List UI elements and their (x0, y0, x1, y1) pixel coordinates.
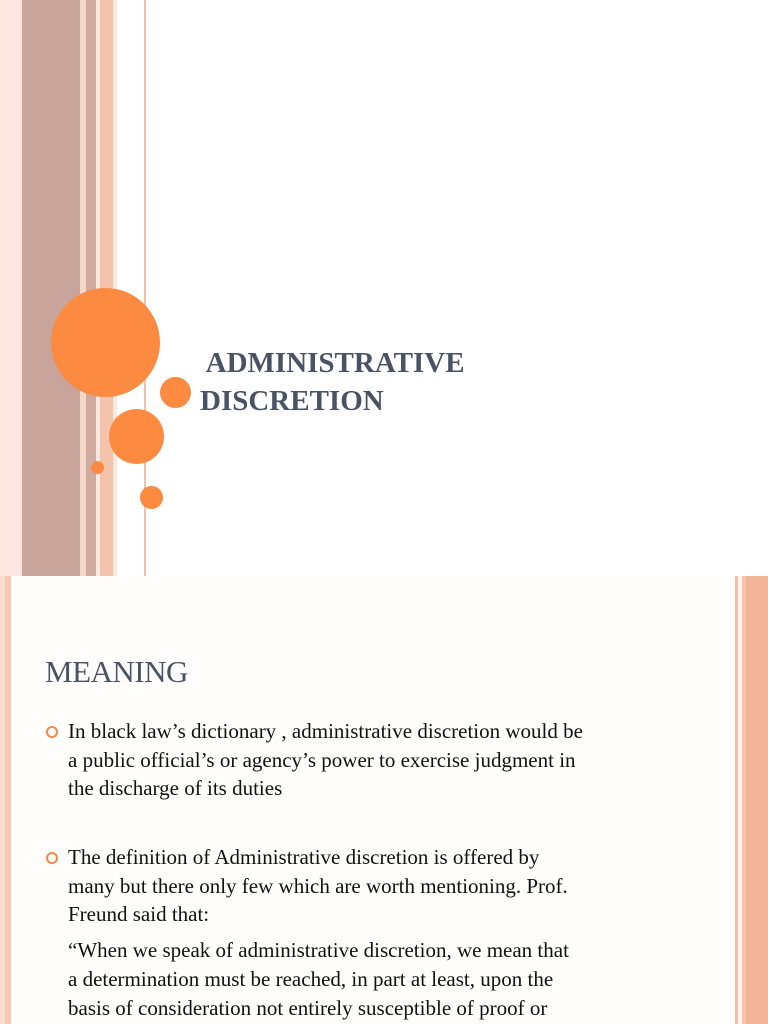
bullet-item (68, 717, 678, 803)
decorative-circle (160, 377, 191, 408)
bullet-text: The definition of Administrative discretion is offered by many but there only few which are worth mentioning. Prof. Freund said that: (68, 845, 568, 926)
decorative-circle (109, 409, 164, 464)
slide-title-line-2: DISCRETION (200, 385, 384, 417)
quote-text: “When we speak of administrative discretion, we mean that a determination must be reached, in part at least, upon the basis of consideration not entirely susceptible of proof or (68, 938, 569, 1020)
bullet-item (68, 843, 678, 929)
decorative-circle (140, 486, 163, 509)
slide-title (200, 344, 620, 420)
decorative-stripe (746, 576, 768, 1024)
decorative-circle-small (91, 461, 104, 474)
bullet-ring-icon (46, 852, 58, 864)
slide-title-line-1: ADMINISTRATIVE (200, 347, 465, 379)
decorative-stripe (0, 0, 22, 576)
bullet-ring-icon (46, 726, 58, 738)
decorative-stripe (22, 0, 80, 576)
content-slide (0, 576, 768, 1024)
decorative-stripe (5, 576, 11, 1024)
decorative-circle-large (51, 288, 160, 397)
slide-heading: MEANING (45, 654, 188, 689)
bullet-text: In black law’s dictionary , administrative discretion would be a public official’s or agency’s power to exercise judgment in the discharge of its duties (68, 719, 583, 800)
